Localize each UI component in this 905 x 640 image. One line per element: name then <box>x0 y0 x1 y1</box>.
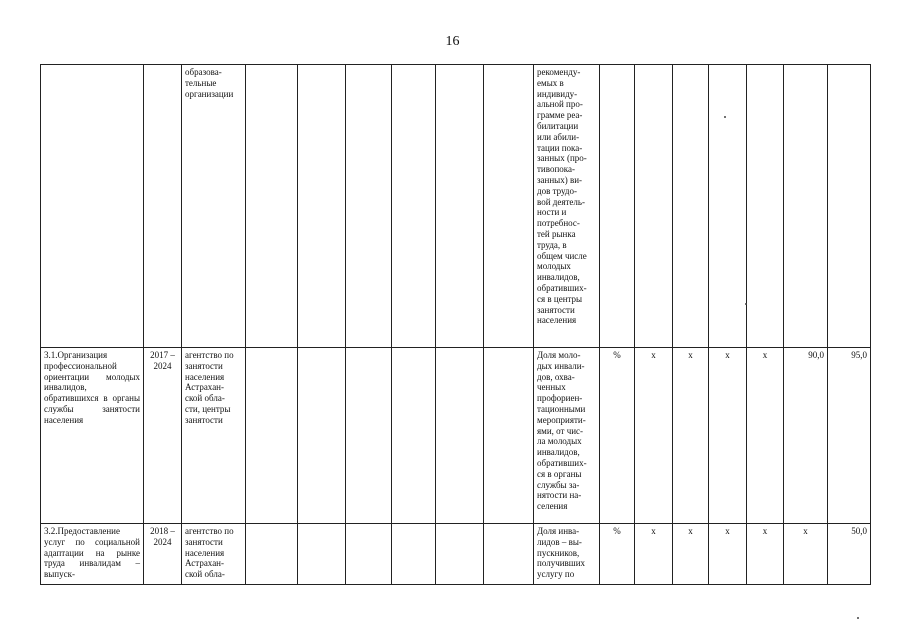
empty-cell <box>484 524 534 585</box>
value-cell <box>673 65 709 348</box>
value-cell <box>635 65 673 348</box>
unit-cell: % <box>600 348 635 524</box>
value-cell <box>747 65 784 348</box>
period-cell: 2018 – 2024 <box>144 524 182 585</box>
period-cell: 2017 – 2024 <box>144 348 182 524</box>
measure-name-cell <box>41 65 144 348</box>
value-cell: х <box>709 348 747 524</box>
value-cell: х <box>709 524 747 585</box>
executor-cell: агентство по занятости населения Астрахан- ской обла- сти, центры занятости <box>182 348 246 524</box>
value-cell <box>828 65 871 348</box>
value-cell: х <box>784 524 828 585</box>
value-cell: 90,0 <box>784 348 828 524</box>
empty-cell <box>484 65 534 348</box>
empty-cell <box>298 65 346 348</box>
measure-name-cell: 3.1.Организация профессиональной ориентации молодых инвалидов, обратившихся в органы службы занятости населения <box>41 348 144 524</box>
measures-table <box>40 64 871 585</box>
period-cell <box>144 65 182 348</box>
empty-cell <box>246 348 298 524</box>
scan-speck <box>745 303 747 305</box>
value-cell: х <box>673 348 709 524</box>
value-cell: х <box>673 524 709 585</box>
empty-cell <box>346 348 392 524</box>
empty-cell <box>436 348 484 524</box>
table-row <box>41 524 871 585</box>
value-cell: х <box>635 524 673 585</box>
indicator-cell: Доля моло- дых инвали- дов, охва- ченных профориен- тационными мероприяти- ями, от чис- ла молодых инвалидов, обративших- ся в органы службы за- нятости на- селения <box>534 348 600 524</box>
empty-cell <box>392 348 436 524</box>
value-cell: 50,0 <box>828 524 871 585</box>
value-cell: х <box>635 348 673 524</box>
empty-cell <box>246 65 298 348</box>
empty-cell <box>392 65 436 348</box>
executor-cell: образова- тельные организации <box>182 65 246 348</box>
empty-cell <box>346 65 392 348</box>
empty-cell <box>484 348 534 524</box>
empty-cell <box>392 524 436 585</box>
empty-cell <box>436 65 484 348</box>
value-cell: х <box>747 348 784 524</box>
empty-cell <box>436 524 484 585</box>
empty-cell <box>298 348 346 524</box>
value-cell <box>709 65 747 348</box>
table-row <box>41 348 871 524</box>
empty-cell <box>298 524 346 585</box>
unit-cell <box>600 65 635 348</box>
scan-speck <box>857 617 859 619</box>
scan-speck <box>724 116 726 118</box>
unit-cell: % <box>600 524 635 585</box>
empty-cell <box>346 524 392 585</box>
value-cell: х <box>747 524 784 585</box>
measure-name-cell: 3.2.Предоставление услуг по социальной адаптации на рынке труда инвалидам – выпуск- <box>41 524 144 585</box>
value-cell <box>784 65 828 348</box>
indicator-cell: рекоменду- емых в индивиду- альной про- грамме реа- билитации или абили- тации пока- занных (про- тивопока- занных) ви- дов трудо- вой деятель- ности и потребнос- тей рынка труда, в общем числе молодых инвалидов, обративших- ся в центры занятости населения <box>534 65 600 348</box>
empty-cell <box>246 524 298 585</box>
page-number: 16 <box>445 34 460 49</box>
table-row <box>41 65 871 348</box>
value-cell: 95,0 <box>828 348 871 524</box>
indicator-cell: Доля инва- лидов – вы- пускников, получивших услугу по <box>534 524 600 585</box>
executor-cell: агентство по занятости населения Астрахан- ской обла- <box>182 524 246 585</box>
